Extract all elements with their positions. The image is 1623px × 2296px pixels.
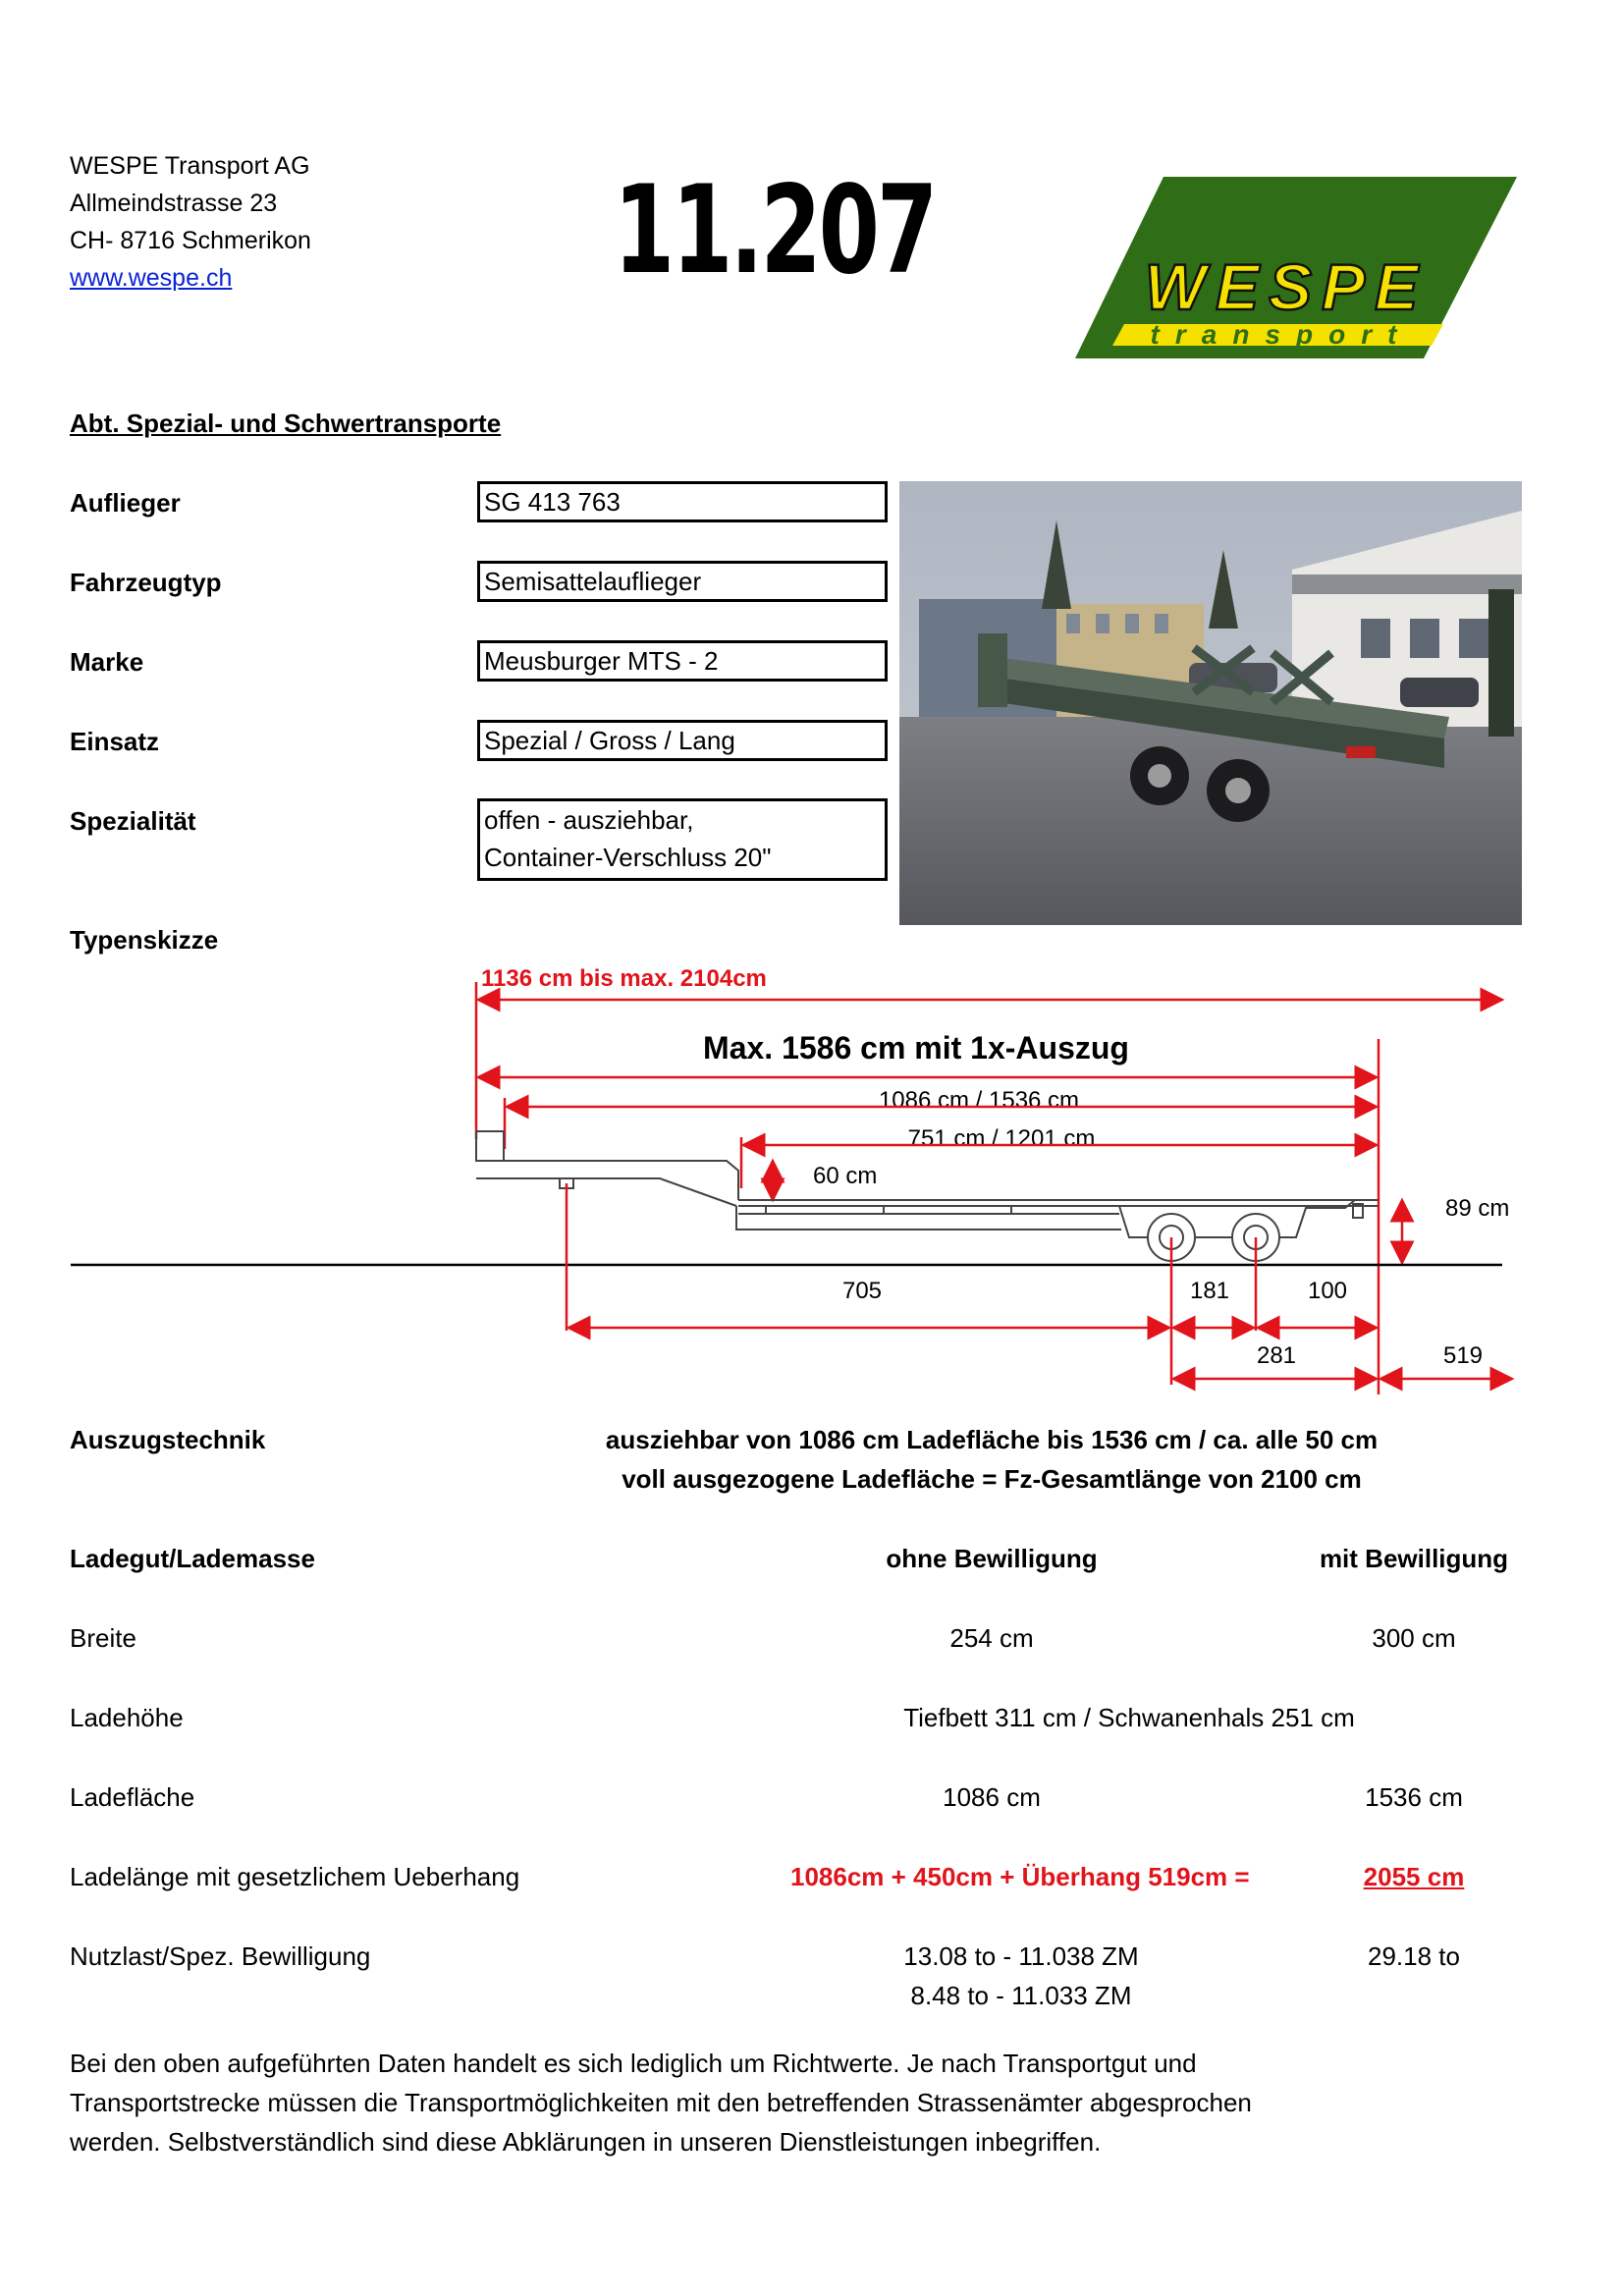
company-name: WESPE Transport AG	[70, 152, 310, 180]
company-address	[70, 147, 311, 297]
logo-subword: transport	[1150, 319, 1413, 350]
spec-value-spezialitaet	[477, 798, 888, 881]
col-mit-bewilligung: mit Bewilligung	[1319, 1544, 1509, 1573]
spec-value-auflieger: SG 413 763	[477, 481, 888, 522]
website-link[interactable]: www.wespe.ch	[70, 264, 233, 292]
row-ladeflaeche-col1: 1086 cm	[943, 1782, 1041, 1812]
spec-label-einsatz: Einsatz	[70, 727, 160, 756]
max-length-text: Max. 1586 cm mit 1x-Auszug	[703, 1030, 1129, 1066]
row-breite-col1: 254 cm	[949, 1623, 1034, 1653]
row-nutzlast-col2: 29.18 to	[1368, 1941, 1460, 1971]
spec-label-auflieger: Auflieger	[70, 488, 181, 518]
dim-519-text: 519	[1442, 1342, 1484, 1369]
company-city: CH- 8716 Schmerikon	[70, 227, 311, 254]
spec-label-marke: Marke	[70, 647, 144, 677]
row-ladehoehe-value: Tiefbett 311 cm / Schwanenhals 251 cm	[903, 1703, 1355, 1732]
logo-word: WESPE	[1144, 250, 1429, 323]
dim-181-text: 181	[1189, 1278, 1230, 1304]
sketch-label: Typenskizze	[70, 925, 219, 955]
spec-value-einsatz: Spezial / Gross / Lang	[477, 720, 888, 761]
extension-line2: voll ausgezogene Ladefläche = Fz-Gesamtlänge von 2100 cm	[622, 1464, 1362, 1494]
disclaimer-line3: werden. Selbstverständlich sind diese Abklärungen in unseren Dienstleistungen inbegriffen.	[70, 2127, 1102, 2157]
row-ladelaenge-col2: 2055 cm	[1363, 1862, 1465, 1891]
row-breite-label: Breite	[70, 1623, 136, 1653]
row-breite-col2: 300 cm	[1372, 1623, 1456, 1653]
row-ladelaenge-col1: 1086cm + 450cm + Überhang 519cm =	[790, 1862, 1250, 1891]
spec-value-marke: Meusburger MTS - 2	[477, 640, 888, 682]
extension-label: Auszugstechnik	[70, 1425, 266, 1454]
department-title: Abt. Spezial- und Schwertransporte	[70, 409, 502, 438]
row-ladehoehe-label: Ladehöhe	[70, 1703, 184, 1732]
bed-length-text: 1086 cm / 1536 cm	[878, 1087, 1080, 1114]
wespe-logo	[1075, 177, 1517, 365]
document-number: 11.207	[614, 160, 936, 301]
load-table-label: Ladegut/Lademasse	[70, 1544, 315, 1573]
row-nutzlast-col1-line2: 8.48 to - 11.033 ZM	[910, 1981, 1132, 2010]
lowbed-length-text: 751 cm / 1201 cm	[907, 1125, 1096, 1152]
spec-value-spezialitaet-line1: offen - ausziehbar,	[484, 805, 694, 835]
col-ohne-bewilligung: ohne Bewilligung	[886, 1544, 1098, 1573]
row-ladelaenge-label: Ladelänge mit gesetzlichem Ueberhang	[70, 1862, 520, 1891]
disclaimer	[70, 2044, 1252, 2161]
extension-line1: ausziehbar von 1086 cm Ladefläche bis 1536 cm / ca. alle 50 cm	[605, 1425, 1379, 1454]
overall-range-text: 1136 cm bis max. 2104cm	[481, 965, 767, 992]
row-nutzlast-label: Nutzlast/Spez. Bewilligung	[70, 1941, 371, 1971]
disclaimer-line2: Transportstrecke müssen die Transportmöglichkeiten mit den betreffenden Strassenämter abgesprochen	[70, 2088, 1252, 2117]
company-street: Allmeindstrasse 23	[70, 190, 278, 217]
disclaimer-line1: Bei den oben aufgeführten Daten handelt es sich lediglich um Richtwerte. Je nach Transportgut und	[70, 2049, 1197, 2078]
type-sketch	[0, 943, 1623, 1404]
trailer-photo	[899, 481, 1522, 925]
spec-value-fahrzeugtyp: Semisattelauflieger	[477, 561, 888, 602]
row-ladeflaeche-col2: 1536 cm	[1365, 1782, 1463, 1812]
dim-100-text: 100	[1307, 1278, 1348, 1304]
spec-value-spezialitaet-line2: Container-Verschluss 20"	[484, 843, 772, 872]
neck-height-text: 60 cm	[813, 1163, 878, 1189]
spec-label-spezialitaet: Spezialität	[70, 806, 196, 836]
dim-281-text: 281	[1256, 1342, 1297, 1369]
deck-height-text: 89 cm	[1445, 1195, 1510, 1222]
spec-label-fahrzeugtyp: Fahrzeugtyp	[70, 568, 222, 597]
dim-705-text: 705	[841, 1278, 883, 1304]
row-ladeflaeche-label: Ladefläche	[70, 1782, 195, 1812]
row-nutzlast-col1-line1: 13.08 to - 11.038 ZM	[903, 1941, 1139, 1971]
